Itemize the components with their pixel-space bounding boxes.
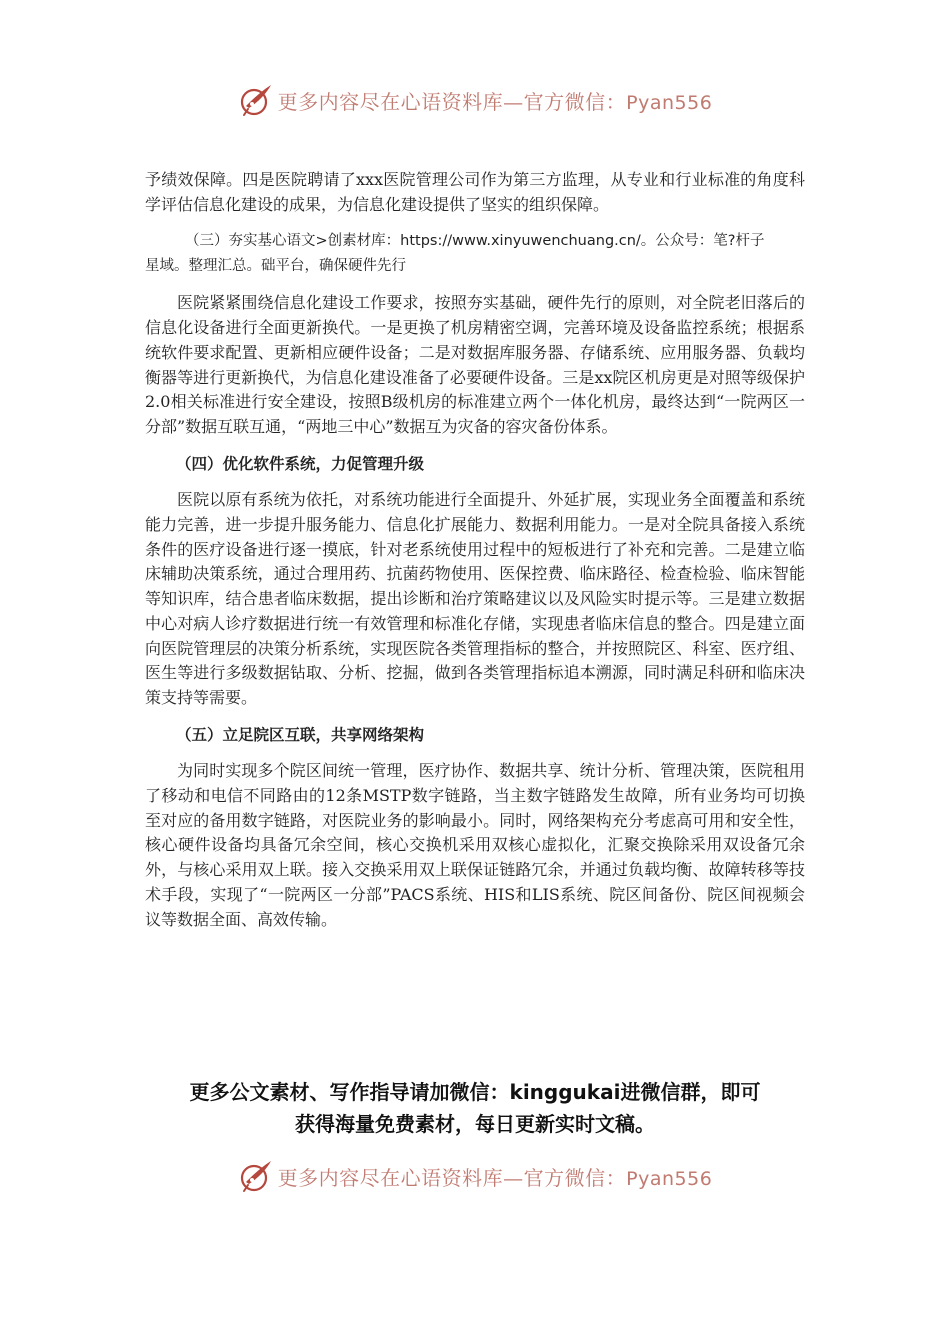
footer-banner (0, 1154, 950, 1198)
promo-line-1: 更多公文素材、写作指导请加微信：kinggukai进微信群，即可 (189, 1080, 761, 1104)
paragraph-3: 医院以原有系统为依托，对系统功能进行全面提升、外延扩展，实现业务全面覆盖和系统能力完善，进一步提升服务能力、信息化扩展能力、数据利用能力。一是对全院具备接入系统条件的医疗设备进行逐一摸底，针对老系统使用过程中的短板进行了补充和完善。二是建立临床辅助决策系统，通过合理用药、抗菌药物使用、医保控费、临床路径、检查检验、临床智能等知识库，结合患者临床数据，提出诊断和治疗策略建议以及风险实时提示等。三是建立数据中心对病人诊疗数据进行统一有效管理和标准化存储，实现患者临床信息的整合。四是建立面向医院管理层的决策分析系统，实现医院各类管理指标的整合，并按照院区、科室、医疗组、医生等进行多级数据钻取、分析、挖掘，做到各类管理指标追本溯源，同时满足科研和临床决策支持等需要。 (145, 490, 805, 707)
banner-text-cn: 更多内容尽在心语资料库—官方微信： (277, 89, 627, 114)
banner-text-cn: 更多内容尽在心语资料库—官方微信： (277, 1165, 627, 1190)
banner-text (278, 86, 713, 115)
promo-line-2: 获得海量免费素材，每日更新实时文稿。 (295, 1112, 655, 1136)
quill-pen-logo-icon (238, 1158, 274, 1194)
section-3-title-line2: 星域。整理汇总。础平台，确保硬件先行 (145, 258, 406, 275)
promo-block (130, 1076, 820, 1140)
document-body (145, 168, 805, 932)
section-3-title-line1: （三）夯实基心语文>创素材库：https://www.xinyuwenchuang.cn/。公众号：笔?杆子 (185, 233, 765, 250)
quill-pen-logo-icon (238, 82, 274, 118)
paragraph-2: 医院紧紧围绕信息化建设工作要求，按照夯实基础，硬件先行的原则，对全院老旧落后的信息化设备进行全面更新换代。一是更换了机房精密空调，完善环境及设备监控系统；根据系统软件要求配置、更新相应硬件设备；二是对数据库服务器、存储系统、应用服务器、负载均衡器等进行更新换代，为信息化建设准备了必要硬件设备。三是xx院区机房更是对照等级保护2.0相关标准进行安全建设，按照B级机房的标准建立两个一体化机房，最终达到“一院两区一分部”数据互联互通，“两地三中心”数据互为灾备的容灾备份体系。 (145, 293, 805, 436)
banner-wechat-id: Pyan556 (626, 91, 713, 114)
section-5-heading: （五）立足院区互联，共享网络架构 (176, 725, 425, 744)
banner-text (278, 1162, 713, 1191)
header-banner (0, 78, 950, 122)
banner-wechat-id: Pyan556 (626, 1167, 713, 1190)
paragraph-4: 为同时实现多个院区间统一管理，医疗协作、数据共享、统计分析、管理决策，医院租用了移动和电信不同路由的12条MSTP数字链路，当主数字链路发生故障，所有业务均可切换至对应的备用数字链路，对医院业务的影响最小。同时，网络架构充分考虑高可用和安全性，核心硬件设备均具备冗余空间，核心交换机采用双核心虚拟化，汇聚交换除采用双设备冗余外，与核心采用双上联。接入交换采用双上联保证链路冗余，并通过负载均衡、故障转移等技术手段，实现了“一院两区一分部”PACS系统、HIS和LIS系统、院区间备份、院区间视频会议等数据全面、高效传输。 (145, 761, 805, 929)
section-4-heading: （四）优化软件系统，力促管理升级 (176, 454, 425, 473)
paragraph-1: 予绩效保障。四是医院聘请了xxx医院管理公司作为第三方监理，从专业和行业标准的角度科学评估信息化建设的成果，为信息化建设提供了坚实的组织保障。 (145, 170, 805, 214)
section-3-title (145, 229, 805, 279)
